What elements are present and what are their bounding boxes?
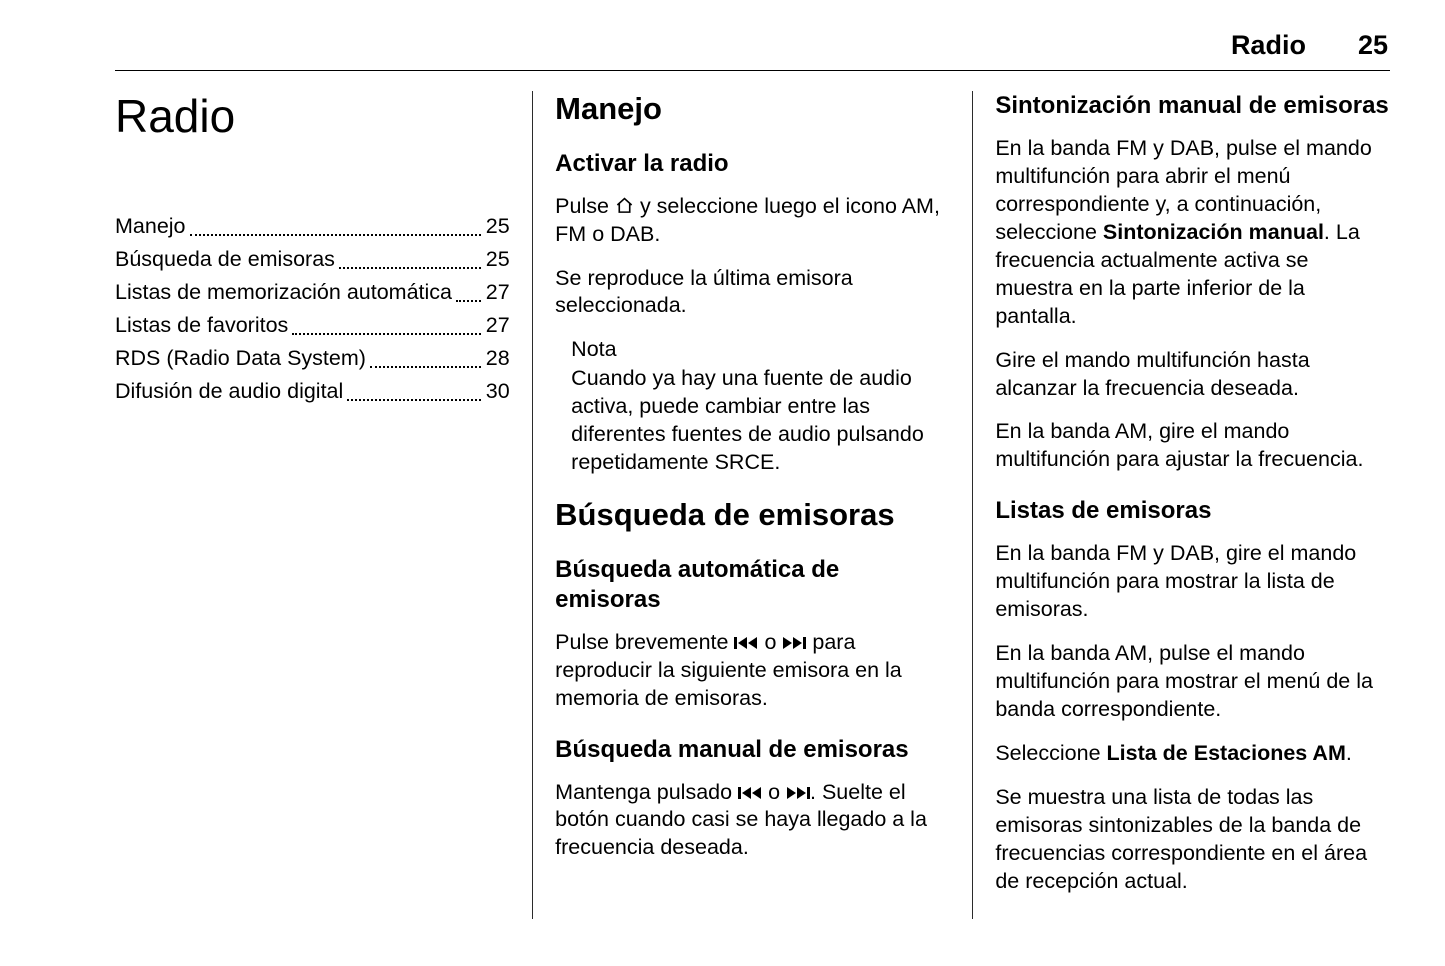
page-header [115, 0, 1390, 71]
header-section-title: Radio [1230, 30, 1306, 60]
toc-entry-page: 30 [485, 378, 510, 403]
paragraph-seleccione-lista [995, 740, 1390, 768]
paragraph-reproduce: Se reproduce la última emisora seleccionada. [555, 265, 853, 318]
paragraph-lista-sintonizables: Se muestra una lista de todas las emisoras sintonizables de la banda de frecuencias correspondiente en el área de recepción actual. [995, 784, 1368, 893]
toc-entry-page: 27 [485, 279, 510, 304]
seek-previous-icon [738, 779, 762, 807]
section-heading-busqueda: Búsqueda de emisoras [555, 497, 895, 533]
column-divider [532, 91, 534, 919]
toc-column [115, 91, 510, 919]
paragraph-banda-am-gire: En la banda AM, gire el mando multifunción para ajustar la frecuencia. [995, 419, 1364, 472]
menu-item-name: Lista de Estaciones AM [1106, 740, 1346, 765]
toc-entry-label: Difusión de audio digital [115, 378, 344, 403]
toc-entry-label: Manejo [115, 213, 186, 238]
text-segment: para reproducir la siguiente emisora en la memoria de emisoras. [555, 629, 902, 710]
text-segment: . La frecuencia actualmente activa se muestra en la parte inferior de la pantalla. [995, 219, 1360, 328]
paragraph-busqueda-manual [555, 779, 950, 863]
header-page-number: 25 [1357, 30, 1388, 60]
subheading-sintonizacion-manual: Sintonización manual de emisoras [995, 92, 1389, 119]
seek-previous-icon [734, 629, 758, 657]
seek-next-icon [786, 779, 810, 807]
subheading-busqueda-automatica: Búsqueda automática de emisoras [555, 555, 840, 613]
toc-entry [115, 243, 510, 276]
subheading-activar-la-radio: Activar la radio [555, 149, 729, 177]
toc-entry-page: 25 [485, 213, 510, 238]
toc-dotted-leader [292, 333, 480, 335]
note-block [571, 336, 950, 477]
text-segment: Pulse brevemente [555, 629, 729, 654]
toc-entry-label: Listas de favoritos [115, 312, 289, 337]
text-segment: Seleccione [995, 740, 1101, 765]
paragraph-busqueda-automatica [555, 629, 950, 713]
text-segment: Mantenga pulsado [555, 779, 733, 804]
text-segment: Pulse [555, 193, 609, 218]
section-heading-manejo: Manejo [555, 91, 662, 126]
text-segment: o [768, 779, 781, 804]
paragraph-sintonizacion [995, 135, 1390, 331]
subheading-busqueda-manual: Búsqueda manual de emisoras [555, 735, 909, 763]
toc-entry [115, 276, 510, 309]
toc-entry-page: 28 [485, 345, 510, 370]
toc-entry [115, 309, 510, 342]
chapter-title: Radio [115, 90, 236, 142]
text-segment: y seleccione luego el icono AM, FM o DAB. [555, 193, 940, 246]
toc-entry [115, 210, 510, 243]
toc-dotted-leader [190, 234, 481, 236]
column-divider [972, 91, 974, 919]
toc-dotted-leader [347, 399, 480, 401]
text-segment: En la banda FM y DAB, pulse el mando multifunción para abrir el menú correspondiente y, a continuación, seleccione [995, 136, 1372, 244]
toc-entry-label: Búsqueda de emisoras [115, 246, 335, 271]
toc-entry [115, 342, 510, 375]
toc-dotted-leader [456, 300, 481, 302]
sintonizacion-column [995, 91, 1390, 919]
toc-dotted-leader [339, 267, 481, 269]
note-body: Cuando ya hay una fuente de audio activa, puede cambiar entre las diferentes fuentes de audio pulsando repetidamente SRCE. [571, 366, 924, 475]
toc-entry-page: 27 [485, 312, 510, 337]
home-icon [615, 193, 634, 221]
text-segment: . [1345, 740, 1352, 765]
text-segment: o [764, 629, 777, 654]
manejo-column [555, 91, 950, 919]
toc-dotted-leader [370, 366, 481, 368]
paragraph-gire-mando: Gire el mando multifunción hasta alcanzar la frecuencia deseada. [995, 347, 1310, 400]
menu-item-name: Sintonización manual [1102, 219, 1324, 244]
table-of-contents [115, 210, 510, 408]
toc-entry-label: RDS (Radio Data System) [115, 345, 366, 370]
note-title: Nota [571, 337, 617, 362]
subheading-listas-de-emisoras: Listas de emisoras [995, 497, 1212, 525]
seek-next-icon [782, 629, 806, 657]
toc-entry-page: 25 [485, 246, 510, 271]
content-columns [115, 91, 1390, 919]
toc-entry-label: Listas de memorización automática [115, 279, 452, 304]
toc-entry [115, 375, 510, 408]
paragraph-activar [555, 193, 950, 249]
text-segment: . Suelte el botón cuando casi se haya llegado a la frecuencia deseada. [555, 779, 927, 860]
paragraph-am-menu-banda: En la banda AM, pulse el mando multifunción para mostrar el menú de la banda correspondiente. [995, 641, 1373, 721]
paragraph-fm-dab-lista: En la banda FM y DAB, gire el mando multifunción para mostrar la lista de emisoras. [995, 541, 1357, 622]
